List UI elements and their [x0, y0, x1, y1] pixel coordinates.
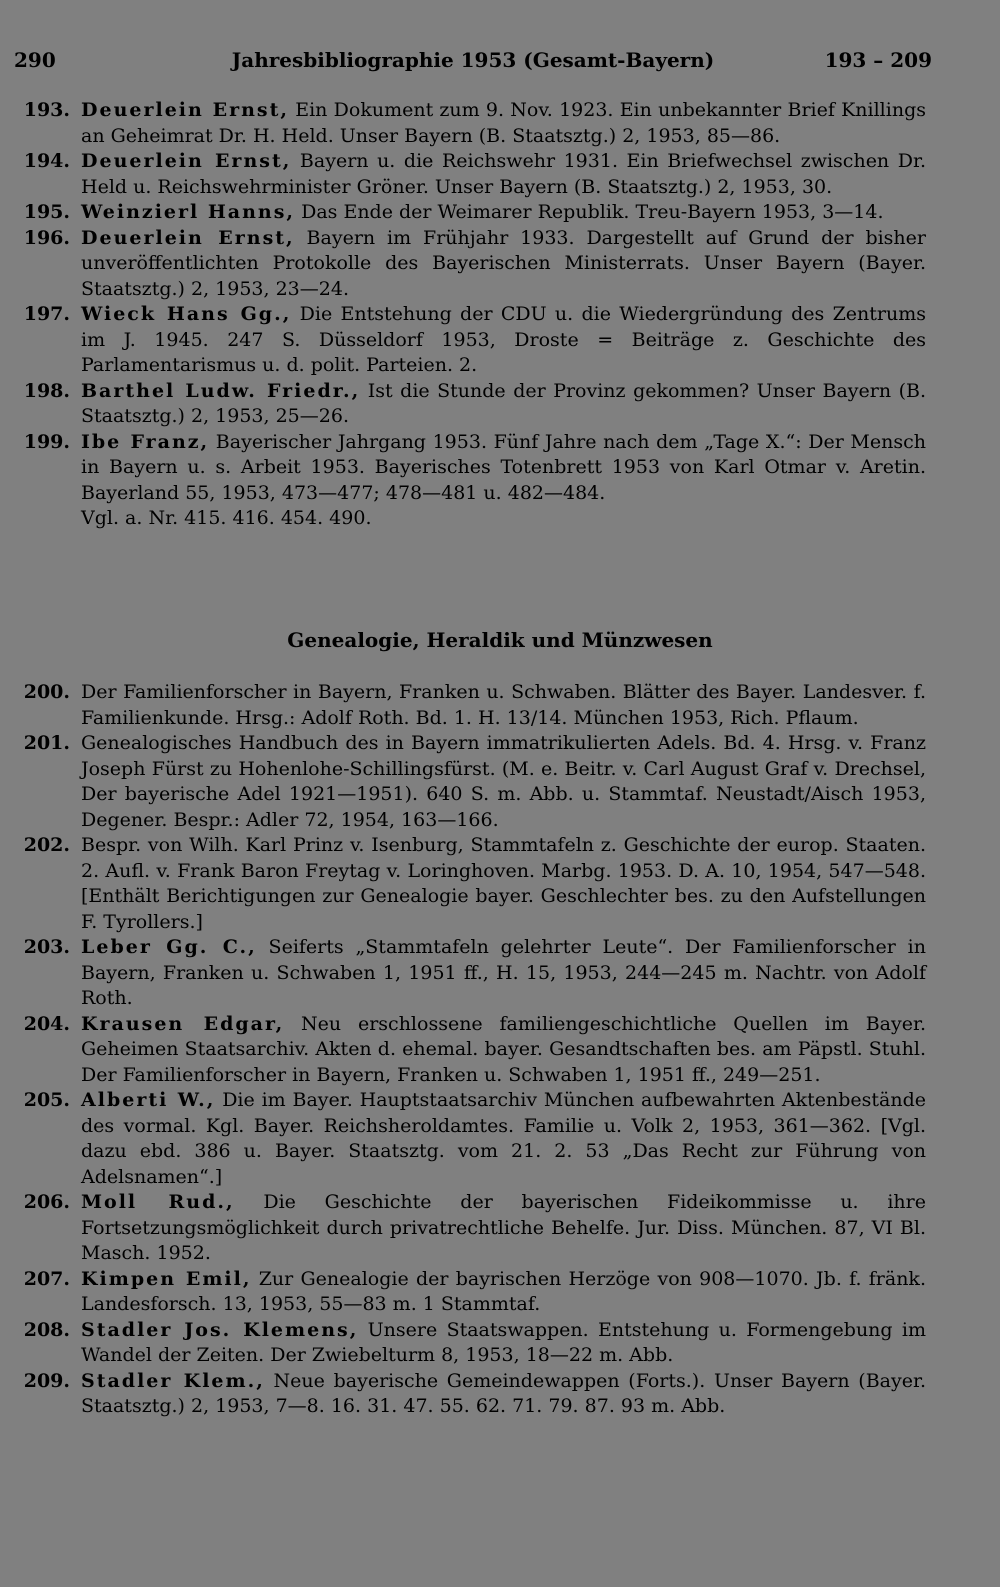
- entry-author: Deuerlein Ernst,: [81, 99, 290, 121]
- entry-number: 206.: [23, 1191, 70, 1213]
- bibliography-entry: [14, 200, 926, 226]
- entry-number: 208.: [23, 1318, 70, 1341]
- bibliography-entry: [14, 1012, 926, 1089]
- entry-number: 204.: [23, 1012, 70, 1035]
- entry-text: Seiferts „Stammtafeln gelehrter Leute“. Der Familienforscher in Bayern, Franken u. Schwaben 1, 1951 ff., H. 15, 1953, 244—245 m. Nachtr. von Adolf Roth.: [81, 936, 926, 1009]
- entry-number: 198.: [23, 379, 70, 402]
- bibliography-entry: [14, 1088, 926, 1190]
- entry-number: 194.: [23, 150, 70, 172]
- entry-number: 202.: [23, 834, 70, 856]
- entry-author: Barthel Ludw. Friedr.,: [81, 379, 361, 402]
- bibliography-entry: [14, 149, 926, 200]
- entry-text: Bespr. von Wilh. Karl Prinz v. Isenburg, Stammtafeln z. Geschichte der europ. Staaten. 2. Aufl. v. Frank Baron Freytag v. Loringhoven. Marbg. 1953. D. A. 10, 1954, 547—548. [Enthält Berichtigungen zur Genealogie bayer. Geschlechter bes. zu den Aufstellungen F. Tyrollers.]: [81, 834, 926, 933]
- bibliography-entry: [14, 935, 926, 1012]
- entry-text: Bayerischer Jahrgang 1953. Fünf Jahre nach dem „Tage X.“: Der Mensch in Bayern u. s. Arbeit 1953. Bayerisches Totenbrett 1953 von Karl Otmar v. Aretin. Bayerland 55, 1953, 473—477; 478—481 u. 482—484.: [81, 430, 926, 504]
- entry-number: 197.: [23, 303, 70, 325]
- entry-number: 195.: [23, 201, 70, 223]
- bibliography-entry: [14, 1267, 926, 1318]
- entry-range: 193 – 209: [824, 48, 932, 72]
- bibliography-section-history: [14, 98, 926, 532]
- entry-text: Zur Genealogie der bayrischen Herzöge von 908—1070. Jb. f. fränk. Landesforsch. 13, 1953, 55—83 m. 1 Stammtaf.: [81, 1267, 926, 1315]
- entry-text: Die im Bayer. Hauptstaatsarchiv München aufbewahrten Aktenbestände des vormal. Kgl. Bayer. Reichsheroldamtes. Familie u. Volk 2, 1953, 361—362. [Vgl. dazu ebd. 386 u. Bayer. Staatsztg. vom 21. 2. 53 „Das Recht zur Führung von Adelsnamen“.]: [81, 1089, 926, 1188]
- entry-author: Leber Gg. C.,: [81, 936, 257, 958]
- bibliography-entry: [14, 430, 926, 507]
- cross-reference: Vgl. a. Nr. 415. 416. 454. 490.: [81, 507, 372, 529]
- entry-text: Die Geschichte der bayerischen Fideikommisse u. ihre Fortsetzungsmöglichkeit durch privatrechtliche Behelfe. Jur. Diss. München. 87, VI Bl. Masch. 1952.: [81, 1191, 926, 1264]
- page-number: 290: [14, 48, 56, 72]
- entry-number: 203.: [23, 936, 70, 958]
- entry-number: 205.: [23, 1089, 70, 1111]
- entry-text: Das Ende der Weimarer Republik. Treu-Bayern 1953, 3—14.: [295, 201, 884, 223]
- bibliography-entry: [14, 1190, 926, 1267]
- entry-author: Stadler Jos. Klemens,: [81, 1318, 359, 1341]
- entry-author: Moll Rud.,: [81, 1191, 235, 1213]
- entry-text: Die Entstehung der CDU u. die Wiedergründung des Zentrums im J. 1945. 247 S. Düsseldorf 1953, Droste = Beiträge z. Geschichte des Parlamentarismus u. d. polit. Parteien. 2.: [81, 303, 926, 376]
- entry-author: Kimpen Emil,: [81, 1267, 252, 1290]
- entry-number: 193.: [23, 99, 70, 121]
- entry-number: 196.: [23, 226, 70, 249]
- entry-text: Der Familienforscher in Bayern, Franken u. Schwaben. Blätter des Bayer. Landesver. f. Familienkunde. Hrsg.: Adolf Roth. Bd. 1. H. 13/14. München 1953, Rich. Pflaum.: [81, 681, 926, 729]
- bibliography-entry: [14, 98, 926, 149]
- page-header: [14, 48, 932, 78]
- bibliography-entry: [14, 731, 926, 833]
- entry-author: Ibe Franz,: [81, 430, 210, 453]
- entry-number: 201.: [23, 732, 70, 754]
- entry-number: 199.: [23, 430, 70, 453]
- entry-text: Ist die Stunde der Provinz gekommen? Unser Bayern (B. Staatsztg.) 2, 1953, 25—26.: [81, 379, 926, 427]
- bibliography-entry: [14, 1318, 926, 1369]
- bibliography-entry: [14, 833, 926, 935]
- entry-text: Bayern u. die Reichswehr 1931. Ein Briefwechsel zwischen Dr. Held u. Reichswehrminister Gröner. Unser Bayern (B. Staatsztg.) 2, 1953, 30.: [81, 150, 926, 198]
- entry-text: Genealogisches Handbuch des in Bayern immatrikulierten Adels. Bd. 4. Hrsg. v. Franz Joseph Fürst zu Hohenlohe-Schillingsfürst. (M. e. Beitr. v. Carl August Graf v. Drechsel, Der bayerische Adel 1921—1951). 640 S. m. Abb. u. Stammtaf. Neustadt/Aisch 1953, Degener. Bespr.: Adler 72, 1954, 163—166.: [81, 732, 926, 831]
- bibliography-entry: [14, 379, 926, 430]
- entry-author: Wieck Hans Gg.,: [81, 303, 292, 325]
- entry-text: Neu erschlossene familiengeschichtliche Quellen im Bayer. Geheimen Staatsarchiv. Akten d. ehemal. bayer. Gesandtschaften bes. am Päpstl. Stuhl. Der Familienforscher in Bayern, Franken u. Schwaben 1, 1951 ff., 249—251.: [81, 1012, 926, 1086]
- running-title: Jahresbibliographie 1953 (Gesamt-Bayern): [231, 48, 715, 72]
- entry-number: 207.: [23, 1267, 70, 1290]
- entry-text: Bayern im Frühjahr 1933. Dargestellt auf Grund der bisher unveröffentlichten Protokolle des Bayerischen Ministerrats. Unser Bayern (Bayer. Staatsztg.) 2, 1953, 23—24.: [81, 226, 926, 300]
- bibliography-entry: [14, 1369, 926, 1420]
- entry-author: Deuerlein Ernst,: [81, 150, 292, 172]
- entry-author: Deuerlein Ernst,: [81, 226, 295, 249]
- section-heading: Genealogie, Heraldik und Münzwesen: [287, 628, 713, 652]
- entry-author: Stadler Klem.,: [81, 1369, 265, 1392]
- entry-author: Krausen Edgar,: [81, 1012, 285, 1035]
- entry-author: Alberti W.,: [81, 1089, 216, 1111]
- bibliography-entry: [14, 302, 926, 379]
- entry-text: Ein Dokument zum 9. Nov. 1923. Ein unbekannter Brief Knillings an Geheimrat Dr. H. Held. Unser Bayern (B. Staatsztg.) 2, 1953, 85—86.: [81, 99, 926, 147]
- entry-author: Weinzierl Hanns,: [81, 201, 296, 223]
- entry-number: 200.: [23, 681, 70, 703]
- bibliography-section-genealogy: [14, 680, 926, 1420]
- bibliography-entry: [14, 226, 926, 303]
- entry-text: Neue bayerische Gemeindewappen (Forts.). Unser Bayern (Bayer. Staatsztg.) 2, 1953, 7—8. 16. 31. 47. 55. 62. 71. 79. 87. 93 m. Abb.: [81, 1369, 926, 1417]
- bibliography-entry: [14, 680, 926, 731]
- entry-text: Unsere Staatswappen. Entstehung u. Formengebung im Wandel der Zeiten. Der Zwiebelturm 8, 1953, 18—22 m. Abb.: [81, 1318, 926, 1366]
- entry-number: 209.: [23, 1369, 70, 1392]
